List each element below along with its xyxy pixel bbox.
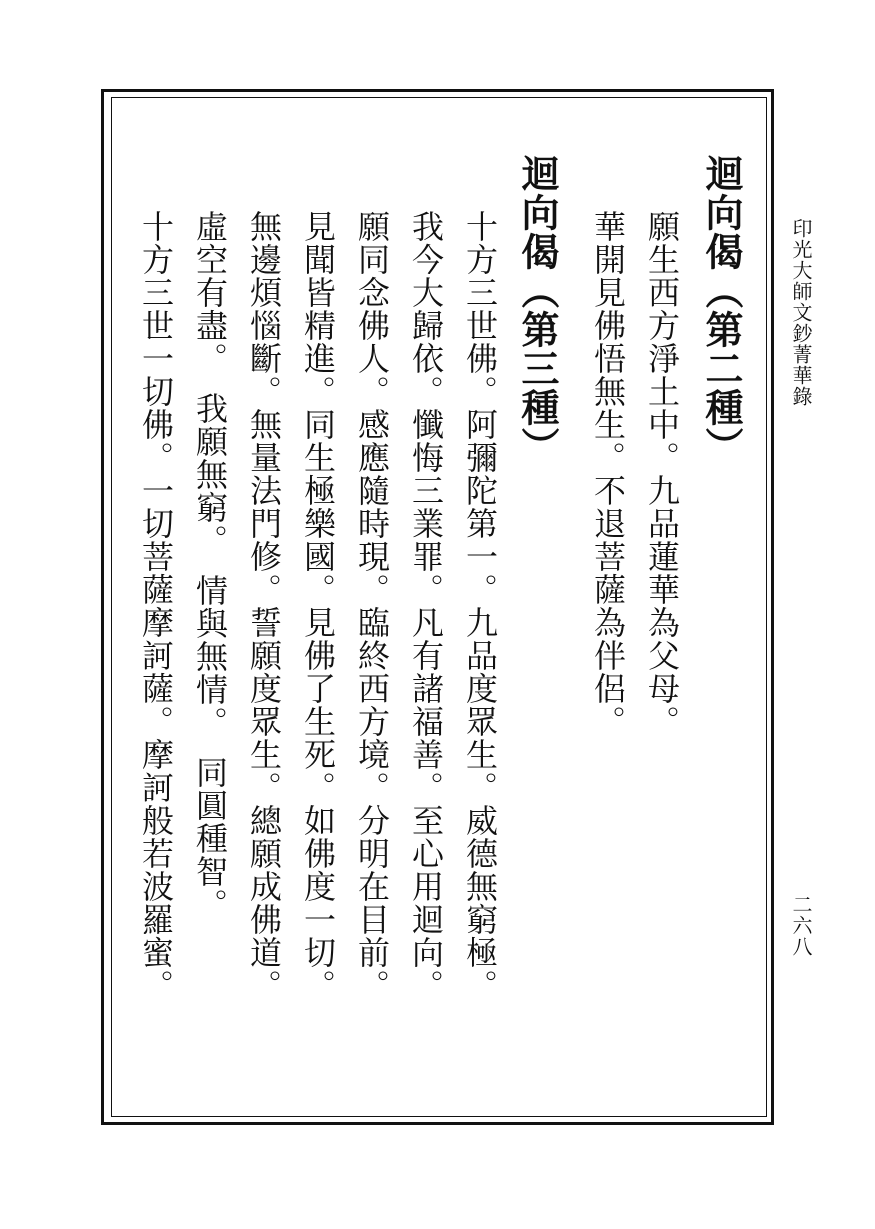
verse-line: 願同念佛人。感應隨時現。臨終西方境。分明在目前。 <box>353 210 391 1002</box>
verse-line: 十方三世一切佛。一切菩薩摩訶薩。摩訶般若波羅蜜。 <box>137 210 175 1002</box>
verse-line: 十方三世佛。阿彌陀第一。九品度眾生。威德無窮極。 <box>461 210 499 1002</box>
verse-line: 願生西方淨土中。九品蓮華為父母。 <box>643 210 681 738</box>
verse-line: 無邊煩惱斷。無量法門修。誓願度眾生。總願成佛道。 <box>245 210 283 1002</box>
verse-line: 華開見佛悟無生。不退菩薩為伴侶。 <box>589 210 627 738</box>
verse-line: 我今大歸依。懺悔三業罪。凡有諸福善。至心用迴向。 <box>407 210 445 1002</box>
section-title-2: 迴向偈（第二種） <box>699 154 744 466</box>
verse-line: 見聞皆精進。同生極樂國。見佛了生死。如佛度一切。 <box>299 210 337 1002</box>
verse-line: 虛空有盡。 我願無窮。 情與無情。 同圓種智。 <box>191 210 229 921</box>
section-title-3: 迴向偈（第三種） <box>515 154 560 466</box>
page-number: 二六八 <box>789 894 813 957</box>
book-title: 印光大師文鈔菁華錄 <box>789 218 813 407</box>
